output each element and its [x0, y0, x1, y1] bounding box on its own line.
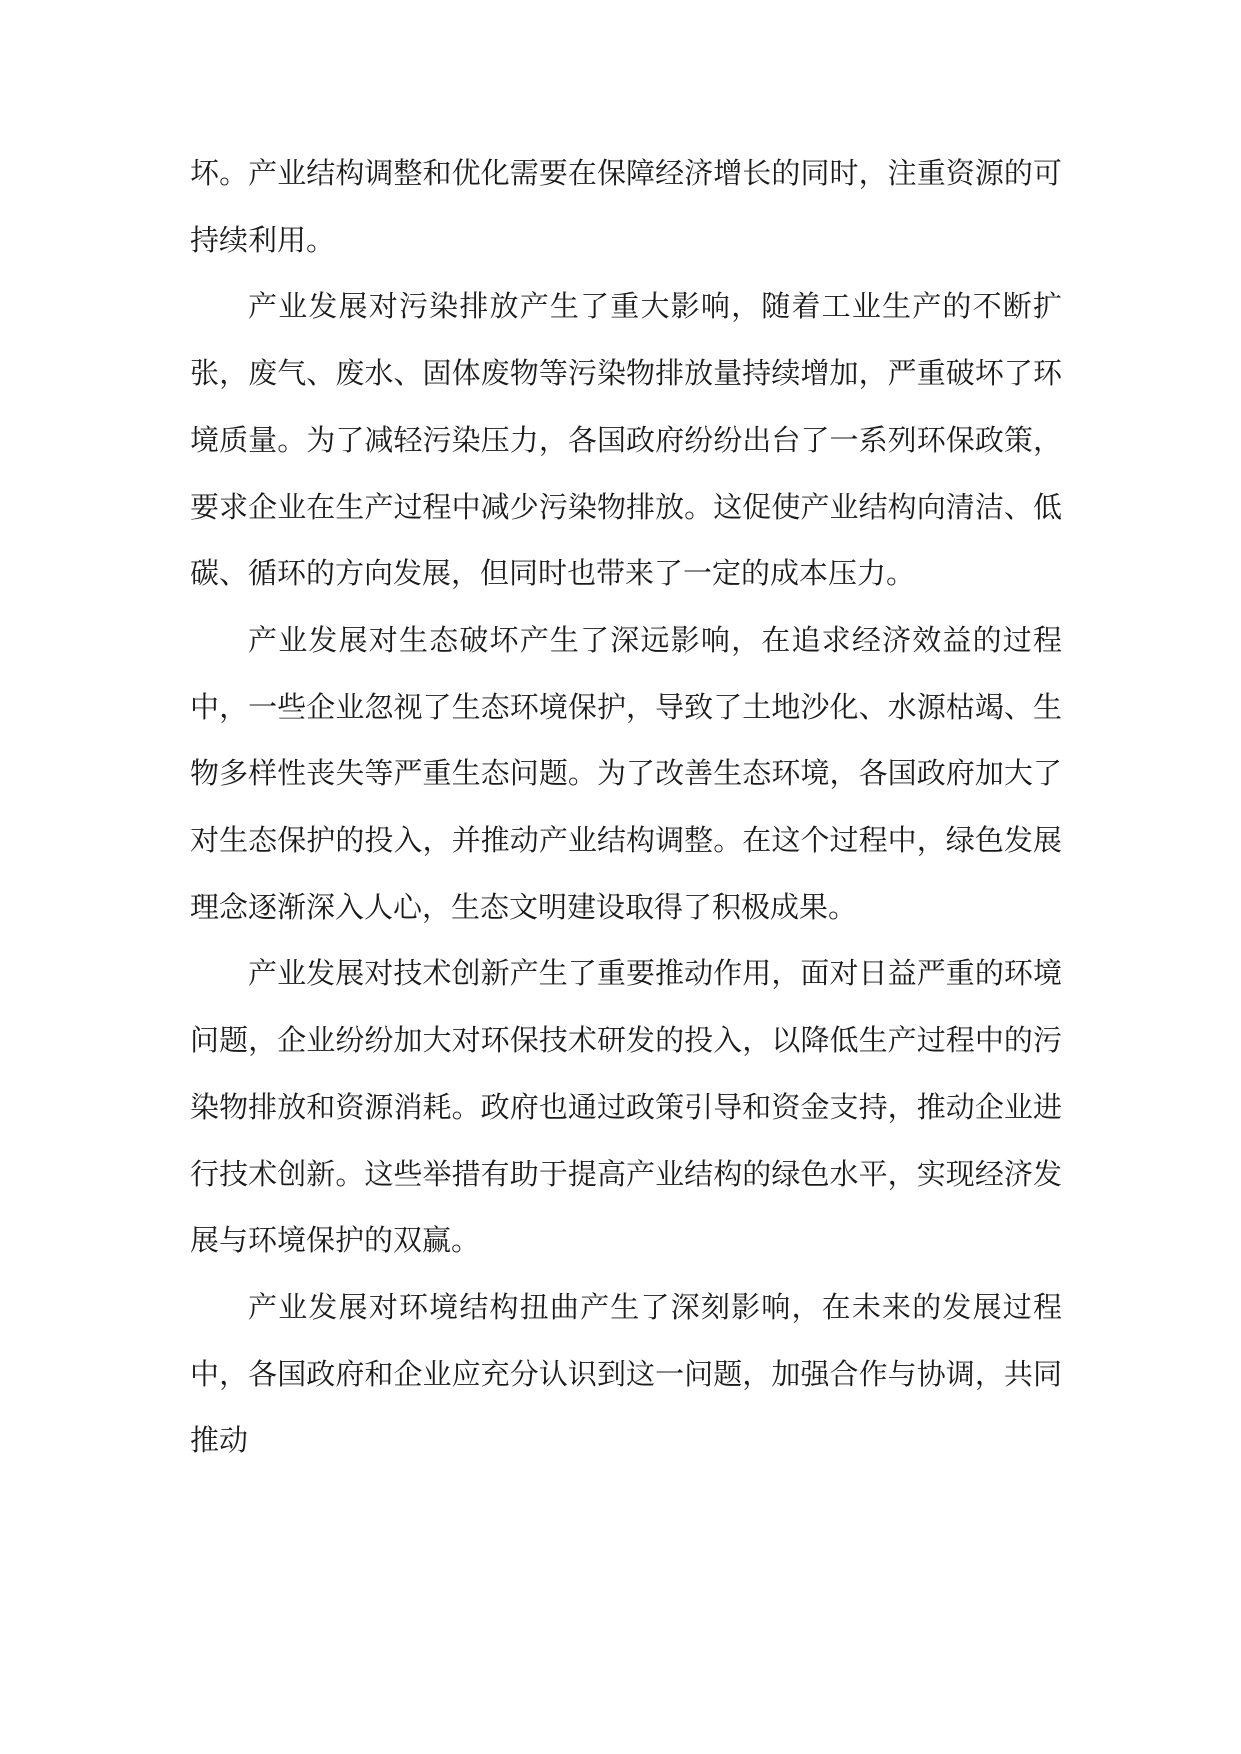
paragraph-innovation: 产业发展对技术创新产生了重要推动作用，面对日益严重的环境问题，企业纷纷加大对环保技术研发的投入，以降低生产过程中的污染物排放和资源消耗。政府也通过政策引导和资金支持，推动企业进行技术创新。这些举措有助于提高产业结构的绿色水平，实现经济发展与环境保护的双赢。 — [190, 956, 1062, 1258]
paragraph-structure: 产业发展对环境结构扭曲产生了深刻影响，在未来的发展过程中，各国政府和企业应充分认识到这一问题，加强合作与协调，共同推动 — [190, 1289, 1062, 1458]
paragraph-pollution: 产业发展对污染排放产生了重大影响，随着工业生产的不断扩张，废气、废水、固体废物等污染物排放量持续增加，严重破坏了环境质量。为了减轻污染压力，各国政府纷纷出台了一系列环保政策，要求企业在生产过程中减少污染物排放。这促使产业结构向清洁、低碳、循环的方向发展，但同时也带来了一定的成本压力。 — [190, 289, 1062, 591]
paragraph-continuation: 坏。产业结构调整和优化需要在保障经济增长的同时，注重资源的可持续利用。 — [190, 156, 1062, 257]
body-text — [190, 140, 1062, 1474]
paragraph-ecology: 产业发展对生态破坏产生了深远影响，在追求经济效益的过程中，一些企业忽视了生态环境保护，导致了土地沙化、水源枯竭、生物多样性丧失等严重生态问题。为了改善生态环境，各国政府加大了对生态保护的投入，并推动产业结构调整。在这个过程中，绿色发展理念逐渐深入人心，生态文明建设取得了积极成果。 — [190, 622, 1062, 924]
